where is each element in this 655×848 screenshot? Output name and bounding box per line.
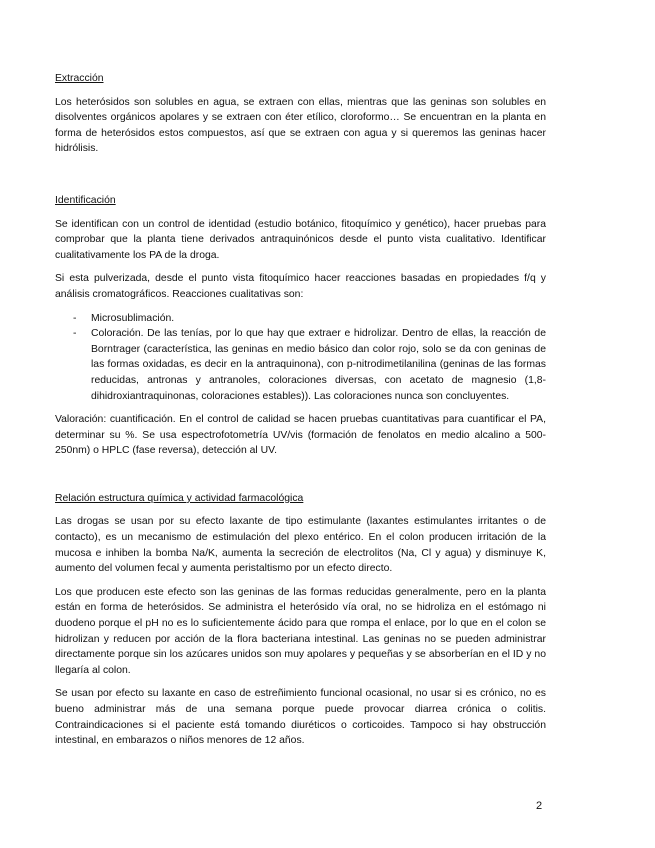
paragraph-relacion-3: Se usan por efecto su laxante en caso de estreñimiento funcional ocasional, no usar si es crónico, no es bueno administrar más de una semana porque puede provocar diarrea crónica o colitis. Contraindicaciones si el paciente está tomando diuréticos o corticoides. Tampoco si hay obstrucción intestinal, en embarazos o niños menores de 12 años. — [55, 688, 546, 747]
heading-identificacion: Identificación — [55, 194, 116, 206]
page-number: 2 — [536, 800, 543, 812]
list-item — [55, 326, 546, 404]
paragraph-relacion-2: Los que producen este efecto son las geninas de las formas reducidas generalmente, pero en la planta están en forma de heterósidos. Se administra el heterósido vía oral, no se hidroliza en el estómago ni duodeno porque el pH no es lo suficientemente ácido para que rompa el enlace, por lo que en el colon se hidrolizan y reducen por acción de la flora bacteriana intestinal. Las geninas no se pueden administrar directamente porque sin los azúcares unidos son muy apolares y pequeñas y se absorberían en el ID y no llegaría al colon. — [55, 586, 546, 676]
bullet-dash: - — [73, 312, 77, 324]
paragraph-relacion-1: Las drogas se usan por su efecto laxante de tipo estimulante (laxantes estimulantes irritantes o de contacto), es un mecanismo de estimulación del plexo entérico. En el colon producen irritación de la mucosa e inhiben la bomba Na/K, aumenta la secreción de electrolitos (Na, Cl y agua) y disminuye K, aumento del volumen fecal y aumenta peristaltismo por un efecto directo. — [55, 516, 546, 575]
heading-relacion: Relación estructura química y actividad farmacológica — [55, 492, 304, 504]
section-spacer — [55, 165, 546, 193]
paragraph-valoracion: Valoración: cuantificación. En el control de calidad se hacen pruebas cuantitativas para cuantificar el PA, determinar su %. Se usa espectrofotometría UV/vis (formación de fenolatos en medio alcalino a 500-250nm) o HPLC (fase reversa), detección al UV. — [55, 414, 546, 457]
reacciones-list — [55, 311, 546, 405]
list-item — [55, 311, 546, 327]
bullet-dash: - — [73, 328, 77, 340]
list-item-text: Coloración. De las tenías, por lo que hay que extraer e hidrolizar. Dentro de ellas, la reacción de Borntrager (característica, las geninas en medio básico dan color rojo, solo se da con geninas de las formas oxidadas, es decir en la antraquinona), con p-nitrodimetilanilina (geninas de las formas reducidas, antronas y antranoles, coloraciones diversas, con acetato de magnesio (1,8-dihidroxiantraquinonas, coloraciones estables)). Las coloraciones nunca son concluyentes. — [91, 328, 546, 402]
paragraph-identificacion-1: Se identifican con un control de identidad (estudio botánico, fitoquímico y genético), hacer pruebas para comprobar que la planta tiene derivados antraquinónicos desde el punto vista cualitativo. Identificar cualitativamente los PA de la droga. — [55, 218, 546, 261]
paragraph-identificacion-2: Si esta pulverizada, desde el punto vista fitoquímico hacer reacciones basadas en propiedades f/q y análisis cromatográficos. Reacciones cualitativas son: — [55, 273, 546, 300]
section-spacer — [55, 467, 546, 491]
heading-extraccion: Extracción — [55, 73, 104, 84]
list-item-text: Microsublimación. — [91, 312, 175, 324]
page-content — [55, 71, 546, 757]
paragraph-extraccion: Los heterósidos son solubles en agua, se extraen con ellas, mientras que las geninas son solubles en disolventes orgánicos apolares y se extraen con éter etílico, cloroformo… Se encuentran en la planta en forma de heterósidos estos compuestos, así que se extraen con agua y si queremos las geninas hacer hidrólisis. — [55, 96, 546, 155]
